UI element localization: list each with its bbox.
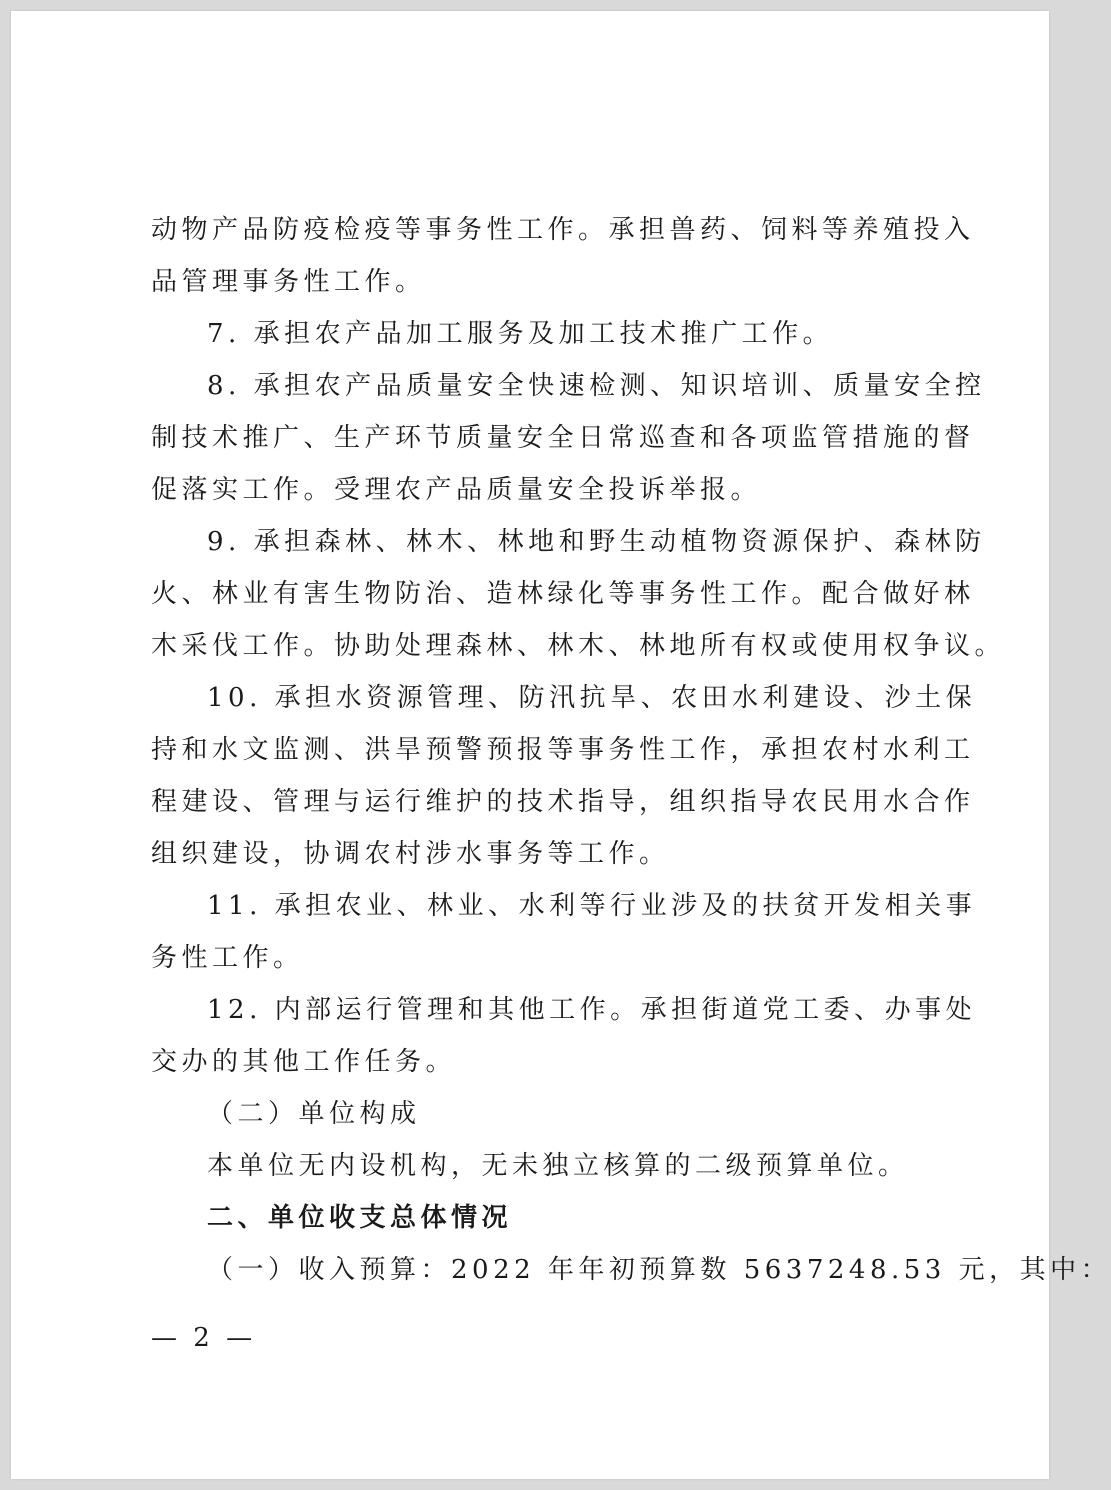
text-line: 组织建设，协调农村涉水事务等工作。: [151, 839, 670, 869]
text-line: 品管理事务性工作。: [151, 267, 426, 297]
text-line: 动物产品防疫检疫等事务性工作。承担兽药、饲料等养殖投入: [151, 215, 975, 245]
text-line: 持和水文监测、洪旱预警预报等事务性工作，承担农村水利工: [151, 735, 975, 765]
text-line: 二、单位收支总体情况: [207, 1203, 513, 1233]
text-line: 交办的其他工作任务。: [151, 1047, 457, 1077]
text-line: 务性工作。: [151, 943, 304, 973]
text-line: 12. 内部运行管理和其他工作。承担街道党工委、办事处: [207, 995, 977, 1025]
text-line: （二）单位构成: [207, 1099, 421, 1129]
text-line: 木采伐工作。协助处理森林、林木、林地所有权或使用权争议。: [151, 631, 1006, 661]
text-line: 8. 承担农产品质量安全快速检测、知识培训、质量安全控: [207, 371, 986, 401]
text-line: 促落实工作。受理农产品质量安全投诉举报。: [151, 475, 762, 505]
text-line: 9. 承担森林、林木、林地和野生动植物资源保护、森林防: [207, 527, 986, 557]
page-number: — 2 —: [151, 1323, 257, 1353]
text-line: 7. 承担农产品加工服务及加工技术推广工作。: [207, 319, 834, 349]
text-line: 10. 承担水资源管理、防汛抗旱、农田水利建设、沙土保: [207, 683, 977, 713]
text-line: 制技术推广、生产环节质量安全日常巡查和各项监管措施的督: [151, 423, 975, 453]
text-line: 程建设、管理与运行维护的技术指导，组织指导农民用水合作: [151, 787, 975, 817]
body-text: [151, 204, 1111, 1296]
text-line: 11. 承担农业、林业、水利等行业涉及的扶贫开发相关事: [207, 891, 977, 921]
document-page: [11, 11, 1111, 1479]
text-line: 火、林业有害生物防治、造林绿化等事务性工作。配合做好林: [151, 579, 975, 609]
text-line: 本单位无内设机构，无未独立核算的二级预算单位。: [207, 1151, 909, 1181]
text-line: （一）收入预算：2022 年年初预算数 5637248.53 元，其中：: [207, 1255, 1111, 1285]
